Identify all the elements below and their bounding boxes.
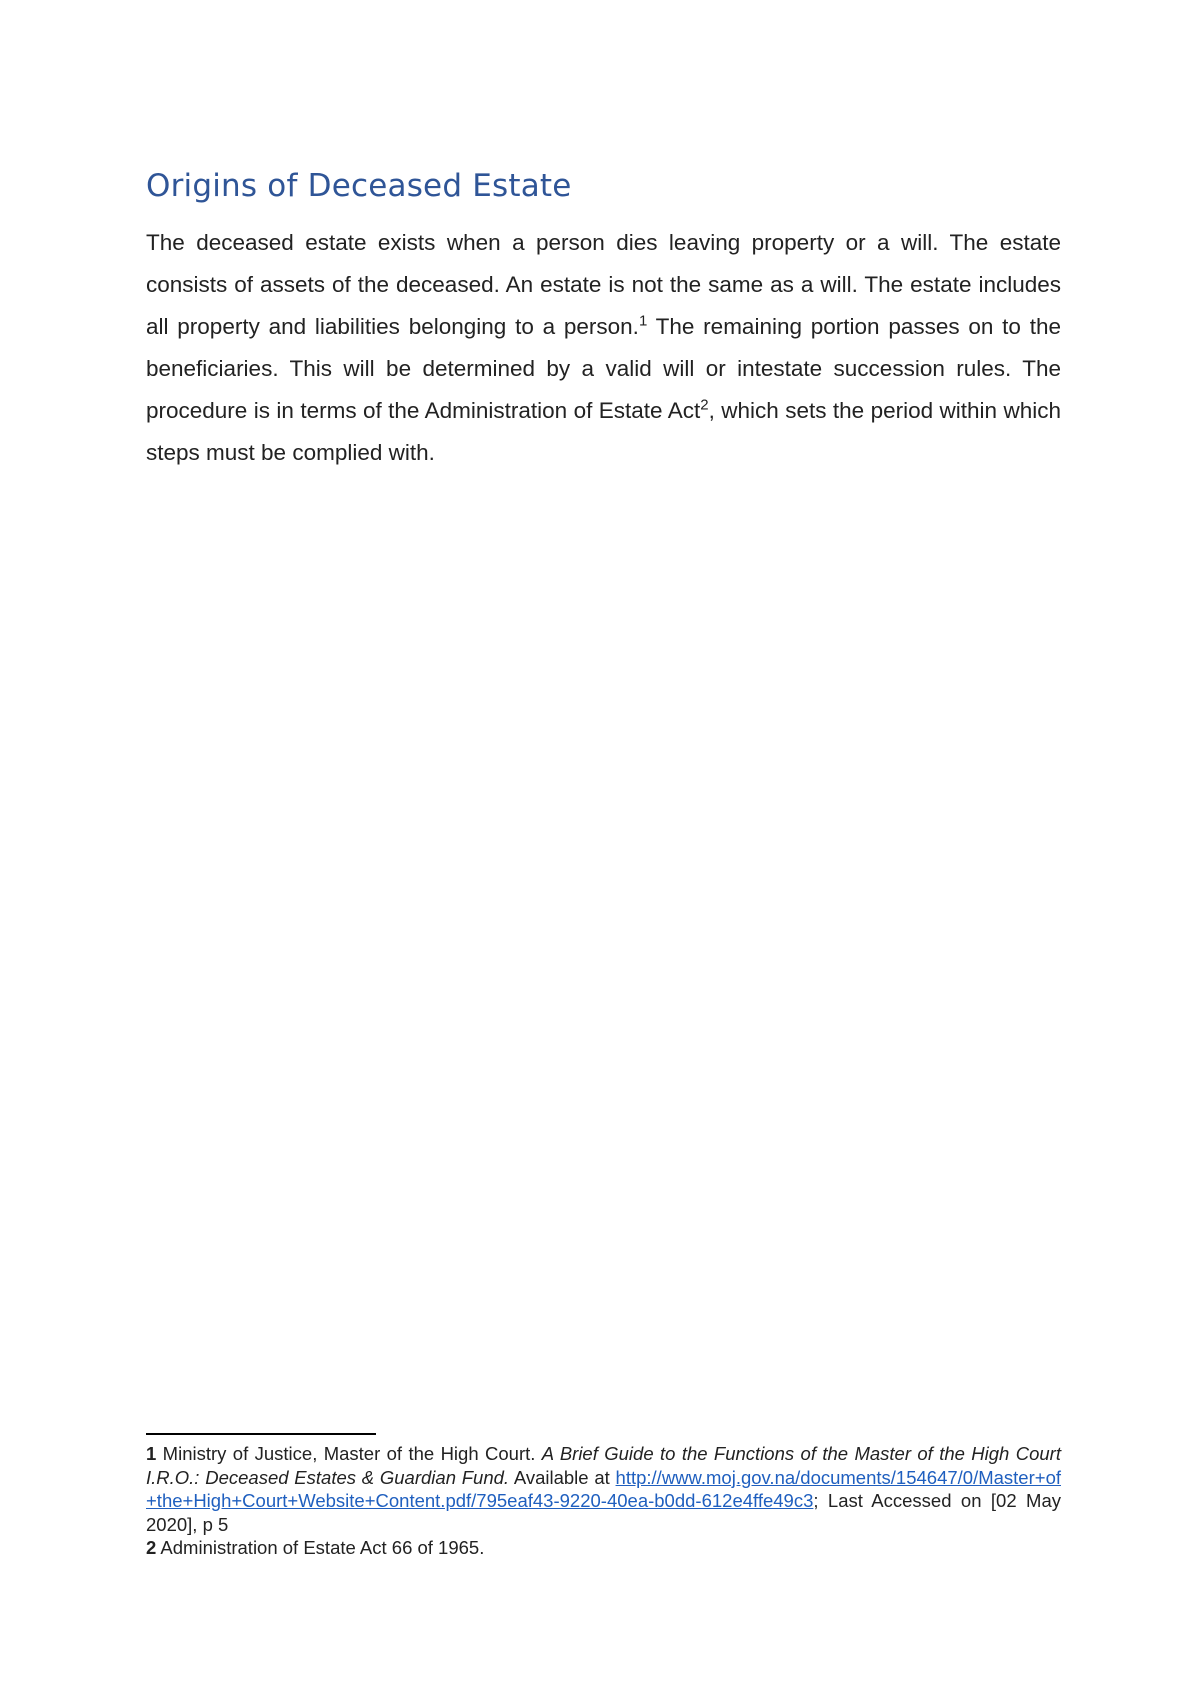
footnote-accessed: ; Last Accessed on [02 May 2020], p 5 — [146, 1490, 1061, 1535]
footnote-author: Ministry of Justice, Master of the High Court. — [156, 1443, 542, 1464]
footnote-text: Administration of Estate Act 66 of 1965. — [156, 1537, 485, 1558]
footnote-number: 1 — [146, 1443, 157, 1464]
footnote-ref-1[interactable]: 1 — [638, 312, 648, 330]
footnote-separator — [146, 1433, 376, 1435]
paragraph-text-3: , which sets the period within which steps must be complied with. — [146, 398, 1061, 465]
footnote-link[interactable]: http://www.moj.gov.na/documents/154647/0/Master+of+the+High+Court+Website+Content.pdf/795eaf43-9220-40ea-b0dd-612e4ffe49c3 — [146, 1466, 1061, 1511]
footnote-title: A Brief Guide to the Functions of the Master of the High Court I.R.O.: Deceased Estates & Guardian Fund. — [146, 1443, 1061, 1488]
footnote-2 — [146, 1536, 1061, 1560]
page-title: Origins of Deceased Estate — [146, 168, 572, 204]
footnote-1 — [146, 1442, 1061, 1536]
footnote-number: 2 — [146, 1537, 157, 1558]
body-paragraph — [146, 222, 1061, 474]
paragraph-text-2: The remaining portion passes on to the beneficiaries. This will be determined by a valid will or intestate succession rules. The procedure is in terms of the Administration of Estate Act — [146, 314, 1061, 423]
footnote-available: Available at — [509, 1466, 616, 1488]
footnotes — [146, 1442, 1061, 1560]
paragraph-text-1: The deceased estate exists when a person dies leaving property or a will. The estate consists of assets of the deceased. An estate is not the same as a will. The estate includes all property and liabilities belonging to a person. — [146, 230, 1061, 339]
footnote-ref-2[interactable]: 2 — [700, 396, 709, 414]
